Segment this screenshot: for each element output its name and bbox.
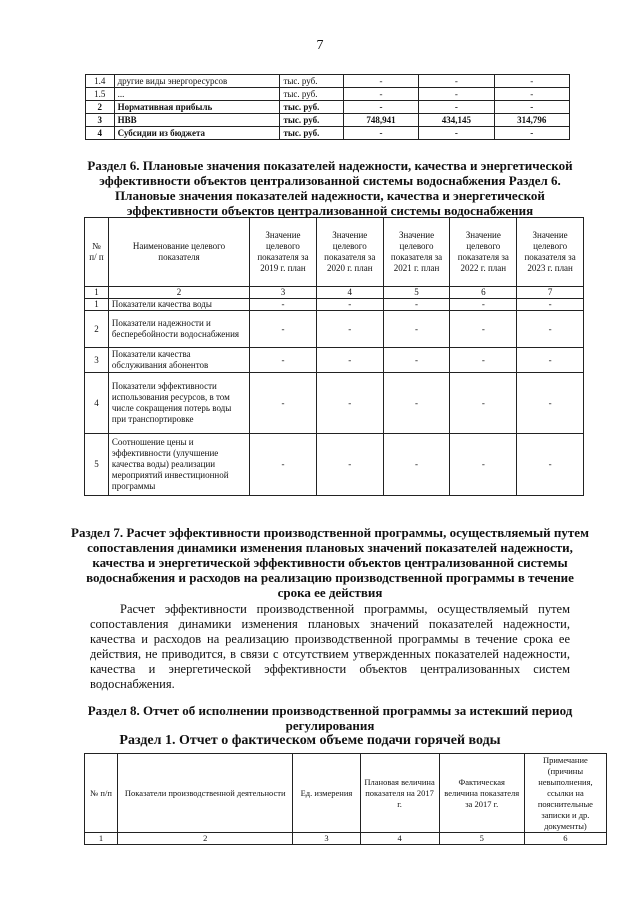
header-2019: Значение целевого показателя за 2019 г. план (250, 218, 317, 287)
header-actual: Фактическая величина показателя за 2017 г. (439, 754, 524, 833)
row-value: - (343, 88, 418, 101)
row-num: 3 (85, 348, 109, 373)
header-2021: Значение целевого показателя за 2021 г. план (383, 218, 450, 287)
target-indicators-table (84, 217, 584, 496)
row-num: 1.5 (86, 88, 115, 101)
index-cell: 4 (360, 833, 439, 845)
row-name: Показатели надежности и бесперебойности водоснабжения (108, 311, 249, 348)
row-unit: тыс. руб. (280, 127, 343, 140)
table-row (86, 101, 570, 114)
row-value: - (517, 311, 584, 348)
row-value: - (517, 348, 584, 373)
index-cell: 1 (85, 287, 109, 299)
row-value: 748,941 (343, 114, 418, 127)
column-index-row (85, 833, 607, 845)
row-value: - (419, 127, 494, 140)
index-cell: 6 (524, 833, 606, 845)
header-indicator: Показатели производственной деятельности (118, 754, 293, 833)
row-value: - (316, 373, 383, 434)
row-value: - (517, 373, 584, 434)
row-value: - (250, 434, 317, 496)
row-value: - (316, 311, 383, 348)
row-value: - (250, 311, 317, 348)
row-value: - (494, 88, 569, 101)
row-name: другие виды энергоресурсов (114, 75, 280, 88)
section8-title: Раздел 8. Отчет об исполнении производственной программы за истекший период регулирования (87, 703, 573, 733)
continuation-table (85, 74, 570, 140)
row-value: - (250, 348, 317, 373)
row-value: - (316, 299, 383, 311)
row-unit: тыс. руб. (280, 75, 343, 88)
row-num: 2 (86, 101, 115, 114)
index-cell: 2 (108, 287, 249, 299)
row-value: - (517, 434, 584, 496)
table-header-row (85, 218, 584, 287)
page-number: 7 (316, 38, 324, 53)
row-value: - (343, 75, 418, 88)
row-value: 314,796 (494, 114, 569, 127)
row-num: 4 (86, 127, 115, 140)
index-cell: 1 (85, 833, 118, 845)
row-value: - (250, 299, 317, 311)
table-row (85, 311, 584, 348)
row-value: - (419, 88, 494, 101)
row-value: - (494, 75, 569, 88)
row-value: - (250, 373, 317, 434)
header-num: № п/п (85, 754, 118, 833)
table-row (86, 88, 570, 101)
row-value: - (383, 311, 450, 348)
table-row (85, 348, 584, 373)
row-num: 2 (85, 311, 109, 348)
header-note: Примечание (причины невыполнения, ссылки на пояснительные записки и др. документы) (524, 754, 606, 833)
row-value: - (450, 311, 517, 348)
row-value: 434,145 (419, 114, 494, 127)
row-value: - (419, 75, 494, 88)
section6-title: Раздел 6. Плановые значения показателей надежности, качества и энергетической эффективности объектов централизованной системы водоснабжения Раздел 6. Плановые значения показателей надежности, качества и энергетической эффективности объектов централизованной системы водоснабжения (87, 158, 573, 218)
row-name: Показатели эффективности использования ресурсов, в том числе сокращения потерь воды при транспортировке (108, 373, 249, 434)
table-header-row (85, 754, 607, 833)
row-value: - (316, 434, 383, 496)
row-value: - (450, 434, 517, 496)
index-cell: 2 (118, 833, 293, 845)
index-cell: 6 (450, 287, 517, 299)
row-value: - (494, 101, 569, 114)
row-value: - (343, 101, 418, 114)
row-value: - (450, 299, 517, 311)
row-value: - (517, 299, 584, 311)
section7-title: Раздел 7. Расчет эффективности производственной программы, осуществляемый путем сопоставления динамики изменения плановых значений показателей надежности, качества и энергетической эффективности объектов централизованной системы водоснабжения и расходов на реализацию производственной программы в течение срока ее действия (71, 525, 589, 600)
index-cell: 3 (293, 833, 360, 845)
row-value: - (343, 127, 418, 140)
header-2020: Значение целевого показателя за 2020 г. план (316, 218, 383, 287)
index-cell: 5 (439, 833, 524, 845)
table-row (86, 114, 570, 127)
header-2022: Значение целевого показателя за 2022 г. план (450, 218, 517, 287)
header-2023: Значение целевого показателя за 2023 г. план (517, 218, 584, 287)
row-unit: тыс. руб. (280, 88, 343, 101)
row-unit: тыс. руб. (280, 114, 343, 127)
header-planned: Плановая величина показателя на 2017 г. (360, 754, 439, 833)
row-num: 1 (85, 299, 109, 311)
row-value: - (316, 348, 383, 373)
row-value: - (450, 373, 517, 434)
row-value: - (383, 373, 450, 434)
table-row (85, 373, 584, 434)
header-unit: Ед. измерения (293, 754, 360, 833)
row-num: 4 (85, 373, 109, 434)
header-num: № п/ п (85, 218, 109, 287)
section7-body: Расчет эффективности производственной программы, осуществляемый путем сопоставления динамики изменения плановых значений показателей надежности, качества и расходов на реализацию производственной программы в течение срока ее действия, не приводится, в связи с отсутствием утвержденных показателей надежности, качества и энергетической эффективности объектов централизованных систем водоснабжения. (90, 602, 570, 691)
row-unit: тыс. руб. (280, 101, 343, 114)
table-row (85, 299, 584, 311)
row-name: Соотношение цены и эффективности (улучшение качества воды) реализации мероприятий инвестиционной программы (108, 434, 249, 496)
index-cell: 4 (316, 287, 383, 299)
row-name: Субсидии из бюджета (114, 127, 280, 140)
row-value: - (494, 127, 569, 140)
row-name: ... (114, 88, 280, 101)
section8-subtitle: Раздел 1. Отчет о фактическом объеме подачи горячей воды (119, 733, 501, 748)
row-name: НВВ (114, 114, 280, 127)
row-value: - (450, 348, 517, 373)
table-row (86, 127, 570, 140)
index-cell: 3 (250, 287, 317, 299)
row-value: - (383, 434, 450, 496)
row-name: Нормативная прибыль (114, 101, 280, 114)
hot-water-report-table (84, 753, 607, 845)
header-name: Наименование целевого показателя (108, 218, 249, 287)
row-value: - (383, 299, 450, 311)
index-cell: 7 (517, 287, 584, 299)
index-cell: 5 (383, 287, 450, 299)
row-num: 1.4 (86, 75, 115, 88)
column-index-row (85, 287, 584, 299)
table-row (85, 434, 584, 496)
row-num: 5 (85, 434, 109, 496)
row-name: Показатели качества обслуживания абонентов (108, 348, 249, 373)
row-value: - (419, 101, 494, 114)
row-name: Показатели качества воды (108, 299, 249, 311)
row-num: 3 (86, 114, 115, 127)
row-value: - (383, 348, 450, 373)
table-row (86, 75, 570, 88)
